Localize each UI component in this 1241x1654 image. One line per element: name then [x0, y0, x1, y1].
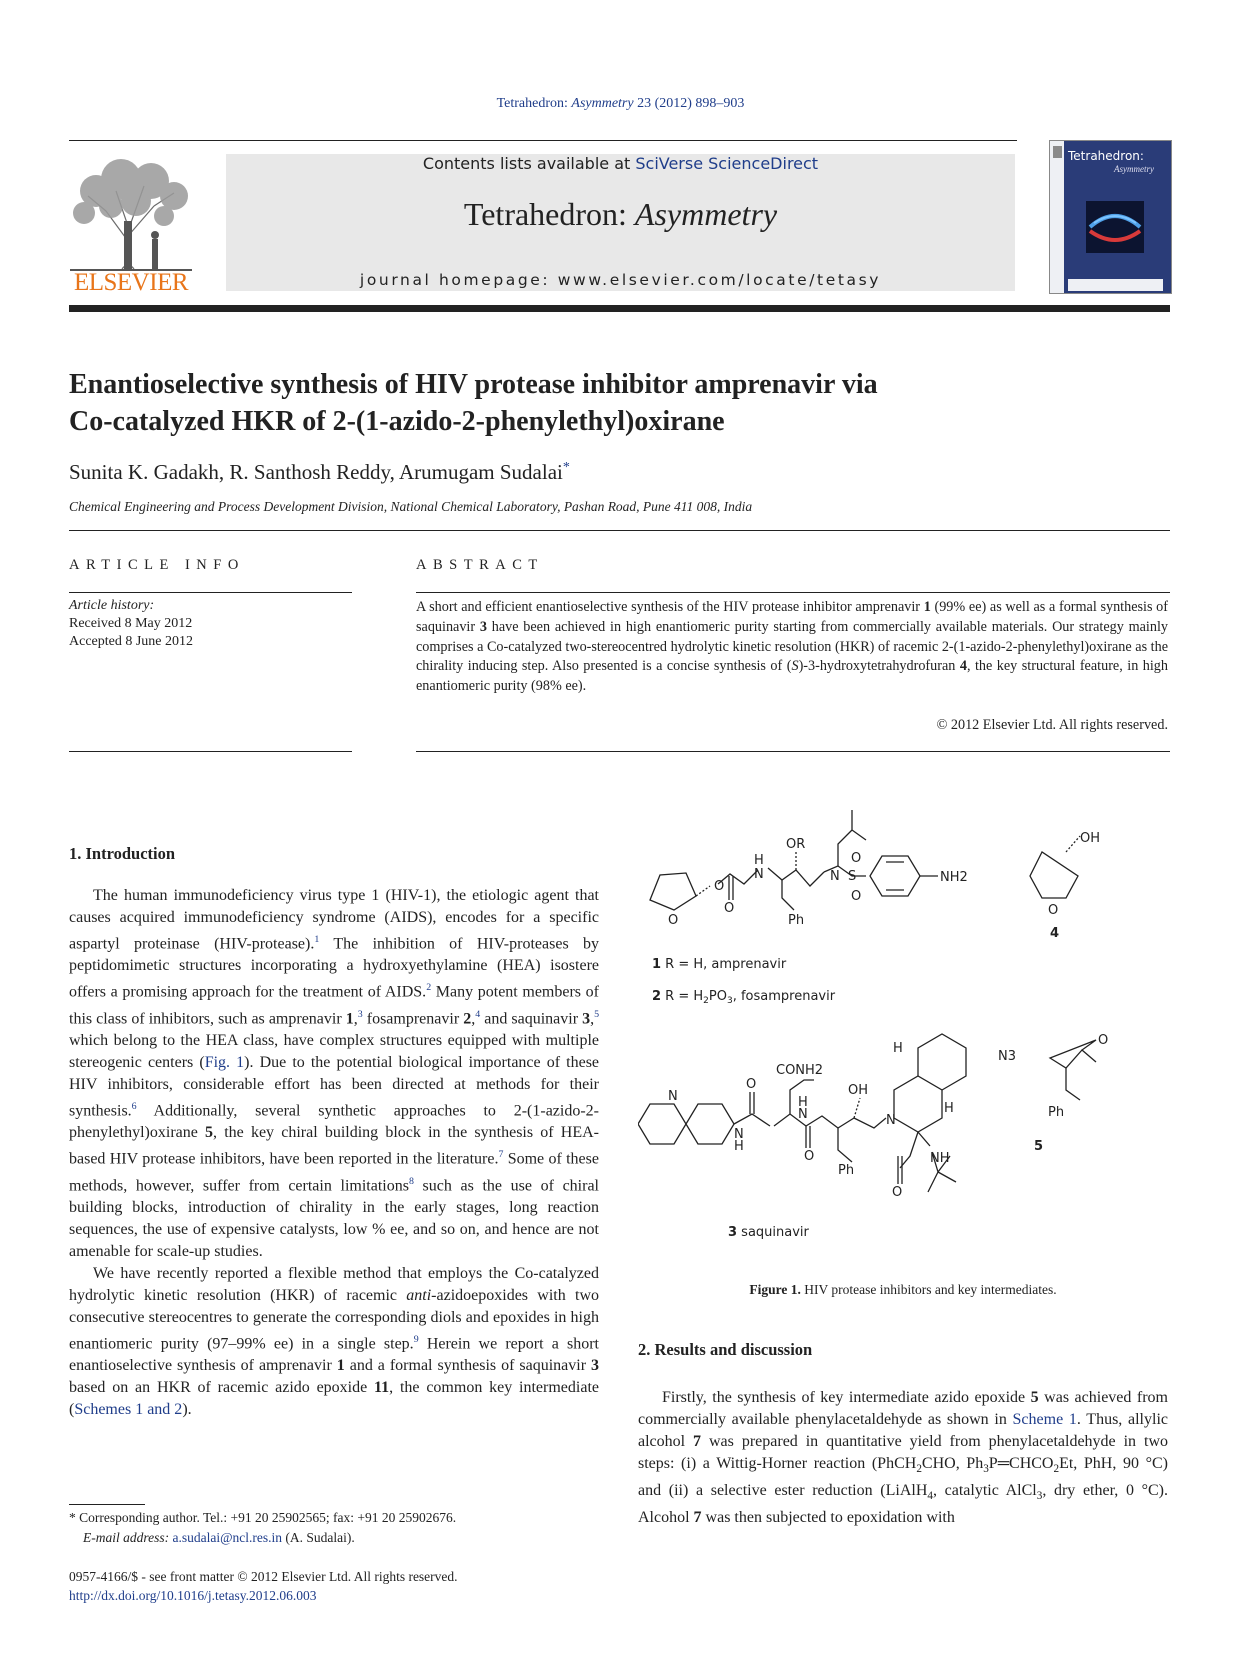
sulfur-label: S [848, 869, 857, 884]
affiliation: Chemical Engineering and Process Development Division, National Chemical Laboratory, Pashan Road, Pune 411 008, India [69, 499, 753, 514]
quinoline-n-label: N [668, 1089, 678, 1104]
amide-n-1: N [734, 1127, 744, 1142]
carbonyl-o-label: O [724, 901, 735, 916]
text-segment: ). [182, 1401, 192, 1419]
abstract-seg: , the key structural feature, in high enantiomeric purity (98% ee). [416, 658, 1168, 695]
abstract-text [416, 598, 1168, 697]
corresponding-author-mark[interactable]: * [562, 460, 570, 475]
amide-h-2: H [798, 1095, 808, 1110]
ph-label-1: Ph [788, 913, 805, 928]
footnote-text: Corresponding author. Tel.: +91 20 25902565; fax: +91 20 25902676. [75, 1510, 457, 1525]
subscript: 2 [916, 1463, 922, 1476]
left-column [69, 843, 599, 1421]
compound-2-desc-a: R = H [661, 989, 704, 1004]
sulfonyl-o-top: O [851, 851, 862, 866]
text-segment: The human immunodeficiency virus type 1 (HIV-1), the etiologic agent that causes acquired immunodeficiency syndrome (AIDS), encodes for a specific aspartyl proteinase (HIV-protease). [69, 887, 599, 953]
cross-reference-link[interactable]: Schemes 1 and 2 [74, 1401, 183, 1419]
text-segment: and a formal synthesis of saquinavir [344, 1357, 591, 1375]
article-title-line2: Co-catalyzed HKR of 2-(1-azido-2-phenylethyl)oxirane [69, 406, 725, 437]
journal-cover-image[interactable] [1049, 140, 1172, 294]
text-segment: , dry ether, 0 °C). Alcohol [638, 1482, 1168, 1527]
text-segment: which belong to the HEA class, have complex structures equipped with multiple stereogenic centers ( [69, 1031, 599, 1071]
tbu-nh-label: NH [930, 1151, 950, 1166]
abstract-seg: A short and efficient enantioselective synthesis of the HIV protease inhibitor amprenavir [416, 599, 924, 615]
text-segment: , the key chiral building block in the synthesis of HEA-based HIV protease inhibitors, have been reported in the literature. [69, 1124, 600, 1168]
amide-o-2: O [804, 1149, 815, 1164]
sulfonamide-n-label: N [830, 869, 840, 884]
results-heading-wrap [638, 1340, 812, 1360]
compound-5-number: 5 [1034, 1139, 1044, 1154]
abstract-compound-ref: 4 [959, 658, 967, 675]
journal-ref-italic: Asymmetry [571, 96, 634, 111]
email-label: E-mail address: [83, 1530, 173, 1545]
journal-name [226, 196, 1015, 233]
text-segment: The inhibition of HIV-proteases by peptidomimetic structures incorporating a hydroxyethylamine (HEA) isostere offers a promising approach for the treatment of AIDS. [69, 935, 600, 1001]
ph-label-5: Ph [1048, 1105, 1065, 1120]
citation-link[interactable]: 5 [594, 1008, 600, 1020]
abstract-heading: ABSTRACT [416, 557, 544, 573]
oh-label-3: OH [848, 1083, 869, 1098]
authors-text: Sunita K. Gadakh, R. Santhosh Reddy, Arumugam Sudalai [69, 460, 563, 484]
compound-ref: 7 [693, 1509, 702, 1527]
abstract-rule-top [416, 592, 1170, 593]
right-column [638, 1387, 1168, 1529]
text-segment: and saquinavir [480, 1009, 583, 1027]
conh2-label: CONH2 [776, 1063, 824, 1078]
doi-link[interactable]: http://dx.doi.org/10.1016/j.tetasy.2012.06.003 [69, 1588, 317, 1603]
citation-link[interactable]: 8 [408, 1175, 414, 1187]
compound-2-number: 2 [652, 989, 662, 1004]
results-paragraph-1 [638, 1387, 1168, 1529]
nh2-label: NH2 [940, 870, 968, 885]
issn-line: 0957-4166/$ - see front matter © 2012 Elsevier Ltd. All rights reserved. [69, 1569, 458, 1584]
compound-ref: 2 [463, 1009, 472, 1027]
compound-1-desc: R = H, amprenavir [661, 957, 787, 972]
nh-h-label: H [754, 853, 764, 868]
abstract-copyright: © 2012 Elsevier Ltd. All rights reserved. [936, 717, 1168, 733]
isoquinoline-ring-b [918, 1034, 966, 1090]
text-segment: based on an HKR of racemic azido epoxide [69, 1379, 375, 1397]
article-info-heading: ARTICLE INFO [69, 557, 245, 573]
elsevier-wordmark: ELSEVIER [73, 269, 189, 296]
compound-1-number: 1 [652, 957, 662, 972]
text-segment: Herein we report a short enantioselective synthesis of amprenavir [69, 1335, 599, 1375]
thf-ring-1 [650, 873, 696, 910]
ring-h-top: H [893, 1041, 903, 1056]
figure-caption-text: HIV protease inhibitors and key intermediates. [800, 1282, 1057, 1297]
figure-1 [638, 800, 1178, 1270]
ring-n-label: N [886, 1113, 896, 1128]
compound-3-name: saquinavir [737, 1225, 809, 1240]
figure-caption [638, 1282, 1168, 1298]
contents-availability-line [226, 154, 1015, 173]
subscript: 2 [1053, 1463, 1060, 1476]
text-segment: -azidoepoxides with two consecutive stereocentres to generate the corresponding diols and epoxides in high enantiomeric purity (97–99% ee) in a single step. [69, 1286, 599, 1353]
citation-link[interactable]: 1 [314, 934, 320, 945]
text-segment: Many potent members of this class of inhibitors, such as amprenavir [69, 983, 600, 1027]
text-segment: We have recently reported a flexible method that employs the Co-catalyzed hydrolytic kinetic resolution (HKR) of racemic [69, 1264, 599, 1304]
thf-ring-4 [1030, 852, 1078, 898]
contents-prefix: Contents lists available at [422, 154, 636, 173]
quinoline-ring-a [638, 1104, 686, 1144]
introduction-heading: 1. Introduction [69, 844, 176, 863]
compound-ref: 5 [205, 1124, 214, 1142]
intro-paragraph-1 [69, 885, 599, 1263]
svg-text:1 R = H, amprenavir [652, 957, 787, 972]
cover-footer [1068, 279, 1163, 291]
journal-reference[interactable] [0, 96, 1241, 112]
text-segment: , the common key intermediate ( [69, 1379, 599, 1419]
text-segment: , [590, 1009, 595, 1027]
article-title [69, 366, 1169, 440]
cover-logo-icon [1053, 146, 1062, 158]
abstract-seg: (99% ee) as well as a formal synthesis of saquinavir [416, 599, 1168, 635]
cover-subtitle: Asymmetry [1114, 164, 1154, 174]
received-date: Received 8 May 2012 [69, 616, 193, 631]
issn-block [69, 1567, 458, 1605]
text-segment: Et, PhH, 90 °C) and (ii) a selective ester reduction (LiAlH [638, 1455, 1168, 1500]
email-link[interactable]: a.sudalai@ncl.res.in [172, 1530, 283, 1545]
text-segment: Additionally, several synthetic approaches to 2-(1-azido-2-phenylethyl)oxirane [69, 1102, 599, 1142]
compound-4-number: 4 [1050, 926, 1060, 941]
header-thick-rule [69, 305, 1170, 312]
amide-n-2: N [798, 1107, 808, 1122]
italic-term: anti [406, 1286, 432, 1304]
subscript: 3 [1036, 1490, 1043, 1503]
header-top-rule [69, 140, 1017, 141]
cover-spine [1050, 141, 1064, 293]
journal-name-italic: Asymmetry [634, 196, 778, 232]
text-segment: P═CHCO [988, 1455, 1054, 1472]
journal-ref-suffix: 23 (2012) 898–903 [633, 96, 745, 111]
text-segment: Firstly, the synthesis of key intermediate azido epoxide [662, 1389, 1031, 1406]
sciencedirect-link[interactable]: SciVerse ScienceDirect [635, 154, 819, 173]
compound-ref: 1 [336, 1357, 345, 1375]
citation-link[interactable]: 2 [426, 982, 432, 994]
compound-ref: 1 [345, 1009, 354, 1027]
isoquinoline-ring-a [894, 1076, 942, 1132]
author-list [69, 460, 570, 485]
subscript: 3 [983, 1463, 989, 1476]
text-segment: was achieved from commercially available phenylacetaldehyde as shown in [638, 1389, 1168, 1428]
citation-link[interactable]: 7 [498, 1149, 504, 1161]
email-suffix: (A. Sudalai). [282, 1530, 355, 1545]
cross-reference-link[interactable]: Fig. 1 [204, 1053, 245, 1071]
ester-o-label: O [714, 879, 725, 894]
footnote-mark: * [69, 1510, 76, 1525]
epoxide-o-label: O [1098, 1033, 1109, 1048]
compound-ref: 3 [582, 1009, 591, 1027]
corresponding-author-footnote [69, 1508, 456, 1548]
citation-link[interactable]: 4 [475, 1008, 481, 1020]
article-info-rule-top [69, 592, 352, 593]
compound-ref: 5 [1030, 1389, 1039, 1406]
cover-title: Tetrahedron: [1068, 149, 1144, 163]
text-segment: fosamprenavir [362, 1009, 464, 1027]
text-segment: , [353, 1009, 358, 1027]
affiliation-rule [69, 530, 1170, 531]
citation-link[interactable]: 9 [413, 1333, 419, 1345]
results-heading: 2. Results and discussion [638, 1340, 813, 1359]
subscript: 4 [927, 1490, 933, 1503]
cover-art-icon [1086, 201, 1144, 253]
text-segment: . Thus, allylic alcohol [638, 1411, 1168, 1450]
quinoline-ring-b [686, 1104, 734, 1144]
compound-2-sub2: 3 [726, 996, 733, 1006]
abstract-compound-ref: 3 [479, 618, 487, 635]
abstract-compound-ref: 1 [923, 599, 931, 615]
compound-2-sub1: 2 [703, 996, 709, 1006]
text-segment: was then subjected to epoxidation with [701, 1509, 955, 1527]
history-label: Article history: [69, 598, 155, 613]
nh-n-label: N [754, 867, 764, 882]
svg-text:3 saquinavir [728, 1225, 810, 1240]
text-segment: Some of these methods, however, suffer from certain limitations [69, 1150, 599, 1194]
article-info-rule-bottom [69, 751, 352, 752]
compound-ref: 11 [374, 1379, 390, 1397]
journal-homepage[interactable]: journal homepage: www.elsevier.com/locate/tetasy [359, 271, 882, 289]
compound-3-number: 3 [728, 1225, 738, 1240]
text-segment: was prepared in quantitative yield from phenylacetaldehyde in two steps: (i) a Wittig-Horner reaction (PhCH [638, 1433, 1169, 1472]
text-segment: , [471, 1009, 476, 1027]
or-label: OR [786, 837, 806, 852]
amide-o-1: O [746, 1077, 757, 1092]
compound-2-desc-b: , fosamprenavir [732, 989, 836, 1004]
abstract-seg: have been achieved in high enantiomeric purity starting from commercially available materials. Our strategy mainly comprises a Co-catalyzed two-stereocentred hydrolytic kinetic resolution (HKR) of racemic 2-(1-azido-2-phenylethyl)oxirane as the chirality inducing step. Also presented is a concise synthesis of ( [416, 618, 1168, 675]
compound-ref: 7 [693, 1433, 702, 1450]
n3-label: N3 [998, 1049, 1016, 1064]
amide-h-1: H [734, 1139, 744, 1154]
article-title-line1: Enantioselective synthesis of HIV protease inhibitor amprenavir via [69, 369, 878, 400]
oh-label-4: OH [1080, 831, 1101, 846]
accepted-date: Accepted 8 June 2012 [69, 634, 194, 649]
figure-caption-label: Figure 1. [749, 1282, 801, 1297]
text-segment: such as the use of chiral building blocks, introduction of chirality in the early stages, long reaction sequences, the use of expensive catalysts, low % ee, and so on, and hence are not amenable for scale-up studies. [69, 1176, 600, 1260]
amide-o-3: O [892, 1185, 903, 1200]
footnote-rule [69, 1504, 145, 1505]
thf4-o-label: O [1048, 903, 1059, 918]
ring-h-bottom: H [944, 1101, 954, 1116]
abstract-seg: )-3-hydroxytetrahydrofuran [798, 658, 960, 675]
citation-link[interactable]: 6 [131, 1100, 137, 1112]
text-segment: CHO, Ph [921, 1455, 984, 1472]
citation-link[interactable]: 3 [357, 1008, 363, 1020]
intro-paragraph-2 [69, 1263, 599, 1421]
thf-o-label: O [668, 913, 679, 928]
compound-ref: 3 [591, 1357, 599, 1375]
text-segment: ). Due to the potential biological importance of these HIV inhibitors, considerable effort has been directed at methods for their synthesis. [69, 1053, 600, 1120]
svg-text:2 R = H2PO3, fosamprenavir [652, 989, 836, 1006]
article-history [69, 597, 193, 651]
ph-label-3: Ph [838, 1163, 855, 1178]
text-segment: , catalytic AlCl [932, 1482, 1037, 1500]
elsevier-logo[interactable] [66, 151, 196, 294]
journal-name-plain: Tetrahedron: [463, 196, 635, 232]
chemical-structures-svg [638, 800, 1178, 1270]
cross-reference-link[interactable]: Scheme 1 [1012, 1411, 1077, 1428]
abstract-rule-bottom [416, 751, 1170, 752]
compound-2-po: PO [708, 989, 727, 1004]
journal-ref-prefix: Tetrahedron: [496, 96, 572, 111]
sulfonyl-o-bottom: O [851, 889, 862, 904]
abstract-stereo: S [791, 658, 799, 675]
